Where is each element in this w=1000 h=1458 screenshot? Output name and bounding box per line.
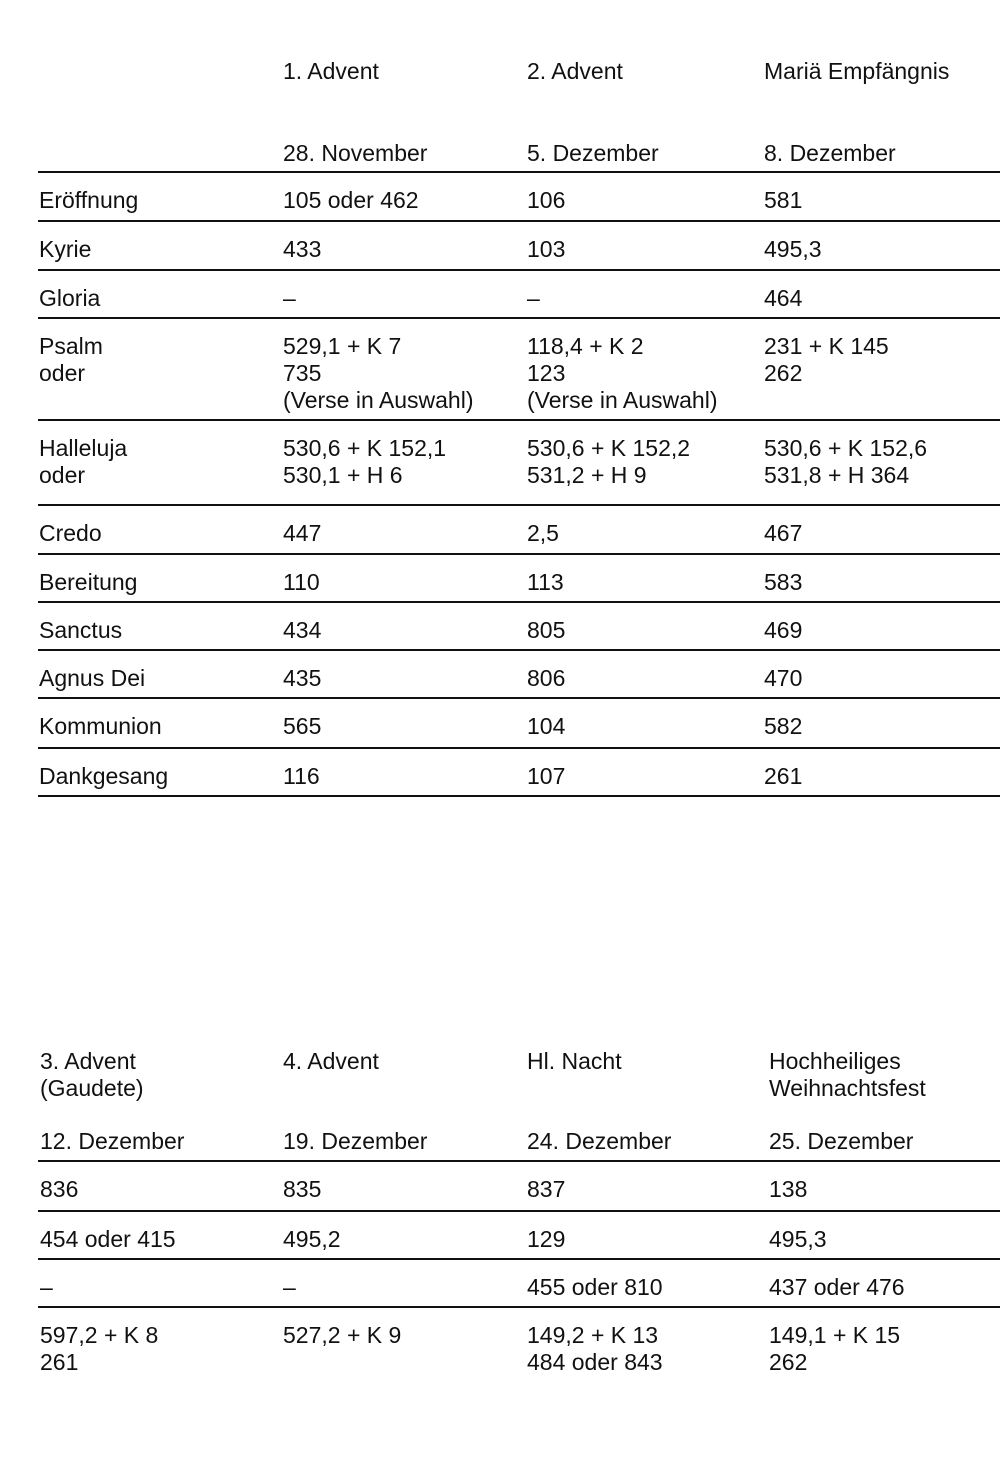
cell-3: 581 (764, 187, 803, 213)
table-row (38, 603, 1000, 651)
row-label: Gloria (39, 285, 101, 311)
cell-1: 105 oder 462 (283, 187, 419, 213)
cell-1: 433 (283, 236, 322, 262)
row-label: Psalm oder (39, 333, 103, 386)
table-row (38, 421, 1000, 506)
row-label: Credo (39, 520, 102, 546)
cell-3: 469 (764, 617, 803, 643)
cell-3: 470 (764, 665, 803, 691)
cell-3: 583 (764, 569, 803, 595)
t1-col2-date: 5. Dezember (527, 140, 659, 166)
cell-0: – (40, 1274, 53, 1300)
cell-3: 582 (764, 713, 803, 739)
t1-col1-title: 1. Advent (283, 58, 379, 84)
cell-2: 455 oder 810 (527, 1274, 663, 1300)
table-row (38, 271, 1000, 319)
t1-col3-date: 8. Dezember (764, 140, 896, 166)
table-row (38, 699, 1000, 749)
table-row (38, 1162, 1000, 1212)
cell-3: 437 oder 476 (769, 1274, 905, 1300)
table1 (38, 173, 1000, 797)
cell-0: 597,2 + K 8 261 (40, 1322, 159, 1375)
t1-col2-title: 2. Advent (527, 58, 623, 84)
cell-2: 118,4 + K 2 123 (Verse in Auswahl) (527, 333, 718, 413)
cell-2: 107 (527, 763, 566, 789)
cell-1: 447 (283, 520, 322, 546)
t2-col1-date: 19. Dezember (283, 1128, 428, 1154)
table-row (38, 555, 1000, 603)
cell-2: 103 (527, 236, 566, 262)
cell-1: 835 (283, 1176, 322, 1202)
table1-header (0, 58, 1000, 178)
cell-1: 116 (283, 763, 320, 789)
t1-col1-date: 28. November (283, 140, 428, 166)
t2-col2-date: 24. Dezember (527, 1128, 672, 1154)
cell-1: 110 (283, 569, 320, 595)
cell-2: 129 (527, 1226, 566, 1252)
cell-1: 565 (283, 713, 322, 739)
cell-2: 806 (527, 665, 566, 691)
cell-3: 495,3 (769, 1226, 827, 1252)
cell-3: 149,1 + K 15 262 (769, 1322, 901, 1375)
cell-3: 530,6 + K 152,6 531,8 + H 364 (764, 435, 928, 488)
cell-2: 530,6 + K 152,2 531,2 + H 9 (527, 435, 691, 488)
cell-3: 231 + K 145 262 (764, 333, 889, 386)
row-label: Agnus Dei (39, 665, 146, 691)
cell-1: 530,6 + K 152,1 530,1 + H 6 (283, 435, 447, 488)
cell-1: 527,2 + K 9 (283, 1322, 402, 1348)
cell-1: 434 (283, 617, 322, 643)
t2-col1-title: 4. Advent (283, 1048, 379, 1074)
t2-col0-date: 12. Dezember (40, 1128, 185, 1154)
table-row (38, 1260, 1000, 1308)
table-row (38, 319, 1000, 421)
t2-col2-title: Hl. Nacht (527, 1048, 622, 1074)
table2-header (0, 1048, 1000, 1158)
cell-1: 435 (283, 665, 322, 691)
cell-0: 836 (40, 1176, 79, 1202)
cell-1: 495,2 (283, 1226, 341, 1252)
cell-1: 529,1 + K 7 735 (Verse in Auswahl) (283, 333, 474, 413)
table-row (38, 173, 1000, 222)
row-label: Dankgesang (39, 763, 169, 789)
row-label: Bereitung (39, 569, 138, 595)
cell-2: 805 (527, 617, 566, 643)
cell-1: – (283, 1274, 296, 1300)
cell-1: – (283, 285, 296, 311)
table-row (38, 222, 1000, 271)
t2-col0-title: 3. Advent (Gaudete) (40, 1048, 144, 1101)
cell-2: 837 (527, 1176, 566, 1202)
cell-2: 113 (527, 569, 564, 595)
table-row (38, 1308, 1000, 1388)
cell-2: 149,2 + K 13 484 oder 843 (527, 1322, 663, 1375)
t1-col3-title: Mariä Empfängnis (764, 58, 950, 84)
table2 (38, 1162, 1000, 1388)
cell-3: 138 (769, 1176, 808, 1202)
table-row (38, 749, 1000, 797)
cell-3: 464 (764, 285, 803, 311)
row-label: Halleluja oder (39, 435, 128, 488)
cell-3: 467 (764, 520, 803, 546)
table-row (38, 1212, 1000, 1260)
cell-2: – (527, 285, 540, 311)
cell-2: 106 (527, 187, 566, 213)
table-row (38, 506, 1000, 555)
row-label: Sanctus (39, 617, 123, 643)
cell-0: 454 oder 415 (40, 1226, 176, 1252)
table-row (38, 651, 1000, 699)
cell-2: 104 (527, 713, 566, 739)
cell-3: 495,3 (764, 236, 822, 262)
t2-col3-date: 25. Dezember (769, 1128, 914, 1154)
row-label: Eröffnung (39, 187, 139, 213)
cell-3: 261 (764, 763, 803, 789)
row-label: Kommunion (39, 713, 162, 739)
cell-2: 2,5 (527, 520, 559, 546)
row-label: Kyrie (39, 236, 92, 262)
t2-col3-title: Hochheiliges Weihnachtsfest (769, 1048, 926, 1101)
